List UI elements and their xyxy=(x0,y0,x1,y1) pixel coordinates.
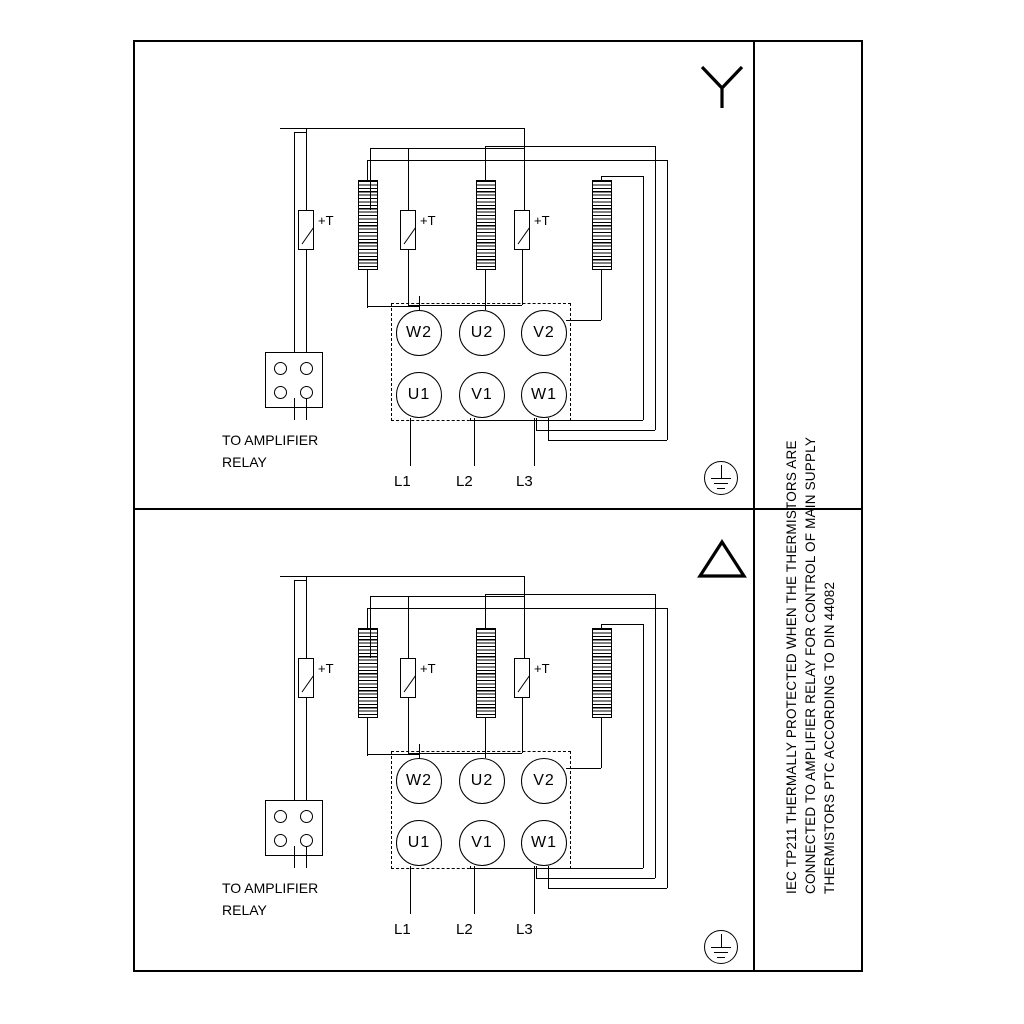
earth-bar xyxy=(717,957,725,958)
note-line-3: THERMISTORS PTC ACCORDING TO DIN 44082 xyxy=(822,581,837,894)
phase-label-l2: L2 xyxy=(456,473,473,490)
phase-label-l1: L1 xyxy=(394,921,411,938)
phase-wire xyxy=(548,440,667,441)
coil-1 xyxy=(358,180,378,270)
coil-lead xyxy=(367,718,368,756)
terminal-label: W2 xyxy=(406,772,432,789)
phase-l1-wire xyxy=(410,866,411,914)
phase-l3-wire xyxy=(534,418,535,466)
terminal-label: U2 xyxy=(470,772,494,789)
phase-wire xyxy=(470,418,471,420)
notes-column-divider xyxy=(753,40,755,972)
phase-wire xyxy=(536,878,655,879)
earth-bar xyxy=(714,952,728,953)
terminal-u1 xyxy=(396,372,442,418)
connector-lead xyxy=(294,398,295,420)
thermistor-wire xyxy=(280,576,525,577)
thermistor-wire xyxy=(524,128,525,210)
connector-lead xyxy=(306,846,307,868)
phase-wire xyxy=(667,608,668,888)
thermistor-wire xyxy=(524,576,525,658)
amplifier-note-line-2: RELAY xyxy=(222,454,267,470)
thermistor-2 xyxy=(400,210,416,250)
phase-wire xyxy=(667,160,668,440)
coil-lead xyxy=(601,718,602,768)
phase-wire xyxy=(367,160,368,182)
thermistor-wire xyxy=(408,148,409,210)
earth-bar xyxy=(714,483,728,484)
phase-label-l3: L3 xyxy=(516,473,533,490)
phase-wire xyxy=(485,146,486,182)
coil-2 xyxy=(476,628,496,718)
phase-wire xyxy=(485,594,655,595)
coil-lead xyxy=(419,296,420,310)
phase-wire xyxy=(655,594,656,878)
connector-terminal xyxy=(274,362,287,375)
phase-wire xyxy=(367,608,667,609)
thermistor-wire xyxy=(370,596,525,597)
terminal-u2 xyxy=(459,758,505,804)
phase-wire xyxy=(367,608,368,630)
thermistor-2-label: +T xyxy=(420,661,436,676)
amplifier-note-line-2: RELAY xyxy=(222,902,267,918)
thermistor-wire xyxy=(370,148,371,210)
phase-wire xyxy=(601,176,643,177)
thermistor-2 xyxy=(400,658,416,698)
phase-wire xyxy=(548,888,667,889)
thermistor-1 xyxy=(298,210,314,250)
thermistor-1-label: +T xyxy=(318,213,334,228)
terminal-label: V1 xyxy=(471,386,493,403)
terminal-w1 xyxy=(521,820,567,866)
phase-wire xyxy=(655,146,656,430)
coil-lead xyxy=(601,270,602,320)
terminal-label: U2 xyxy=(470,324,494,341)
thermistor-wire xyxy=(294,580,306,581)
thermistor-wire xyxy=(306,128,307,210)
amplifier-note-line-1: TO AMPLIFIER xyxy=(222,880,319,896)
thermistor-1 xyxy=(298,658,314,698)
thermistor-wire xyxy=(294,132,306,133)
connector-lead xyxy=(306,398,307,420)
delta-symbol xyxy=(696,538,748,580)
coil-lead xyxy=(566,320,601,321)
terminal-label: V2 xyxy=(533,324,555,341)
terminal-w2 xyxy=(396,758,442,804)
thermistor-wire xyxy=(408,250,409,305)
phase-wire xyxy=(548,418,549,440)
thermistor-wire xyxy=(370,596,371,658)
terminal-label: V1 xyxy=(471,834,493,851)
coil-lead xyxy=(566,768,601,769)
terminal-label: W2 xyxy=(406,324,432,341)
phase-wire xyxy=(367,160,667,161)
terminal-v2 xyxy=(521,758,567,804)
coil-lead xyxy=(367,270,368,308)
connector-terminal xyxy=(300,362,313,375)
thermistor-3 xyxy=(514,658,530,698)
phase-wire xyxy=(536,430,655,431)
note-line-2: CONNECTED TO AMPLIFIER RELAY FOR CONTROL OF MAIN SUPPLY xyxy=(803,436,818,894)
phase-l3-wire xyxy=(534,866,535,914)
earth-bar xyxy=(711,478,731,479)
phase-wire xyxy=(643,176,644,420)
thermistor-2-label: +T xyxy=(420,213,436,228)
coil-1 xyxy=(358,628,378,718)
earth-bar xyxy=(711,947,731,948)
terminal-v1 xyxy=(459,820,505,866)
thermistor-wire xyxy=(408,698,409,753)
terminal-label: U1 xyxy=(407,386,431,403)
coil-lead xyxy=(419,744,420,758)
phase-wire xyxy=(485,146,655,147)
thermistor-1-label: +T xyxy=(318,661,334,676)
wye-symbol xyxy=(697,62,747,112)
terminal-w2 xyxy=(396,310,442,356)
coil-2 xyxy=(476,180,496,270)
phase-label-l2: L2 xyxy=(456,921,473,938)
phase-wire xyxy=(548,866,549,888)
terminal-label: W1 xyxy=(531,386,557,403)
connector-terminal xyxy=(300,810,313,823)
phase-wire xyxy=(643,624,644,868)
terminal-u2 xyxy=(459,310,505,356)
coil-lead xyxy=(367,306,419,307)
phase-label-l1: L1 xyxy=(394,473,411,490)
terminal-w1 xyxy=(521,372,567,418)
thermistor-wire xyxy=(280,128,525,129)
terminal-label: W1 xyxy=(531,834,557,851)
thermistor-wire xyxy=(522,698,523,753)
earth-bar xyxy=(717,488,725,489)
thermistor-wire xyxy=(522,250,523,305)
connector-terminal xyxy=(274,386,287,399)
coil-lead xyxy=(485,270,486,310)
terminal-v1 xyxy=(459,372,505,418)
terminal-v2 xyxy=(521,310,567,356)
coil-lead xyxy=(367,754,419,755)
earth-stem xyxy=(721,934,722,947)
phase-wire xyxy=(485,594,486,630)
thermistor-3 xyxy=(514,210,530,250)
thermistor-wire xyxy=(408,596,409,658)
thermistor-wire xyxy=(306,576,307,658)
coil-lead xyxy=(485,718,486,758)
note-line-1: IEC TP211 THERMALLY PROTECTED WHEN THE THERMISTORS ARE xyxy=(784,440,799,894)
amplifier-note-line-1: TO AMPLIFIER xyxy=(222,432,319,448)
coil-3 xyxy=(592,628,612,718)
connector-terminal xyxy=(274,834,287,847)
thermistor-3-label: +T xyxy=(534,213,550,228)
phase-l1-wire xyxy=(410,418,411,466)
phase-l2-wire xyxy=(474,866,475,914)
terminal-label: U1 xyxy=(407,834,431,851)
phase-wire xyxy=(470,866,471,868)
phase-wire xyxy=(601,624,643,625)
phase-wire xyxy=(470,868,643,869)
phase-l2-wire xyxy=(474,418,475,466)
phase-wire xyxy=(470,420,643,421)
coil-3 xyxy=(592,180,612,270)
thermistor-wire xyxy=(370,148,525,149)
connector-terminal xyxy=(274,810,287,823)
terminal-label: V2 xyxy=(533,772,555,789)
thermistor-3-label: +T xyxy=(534,661,550,676)
connector-lead xyxy=(294,846,295,868)
earth-stem xyxy=(721,465,722,478)
terminal-u1 xyxy=(396,820,442,866)
phase-label-l3: L3 xyxy=(516,921,533,938)
